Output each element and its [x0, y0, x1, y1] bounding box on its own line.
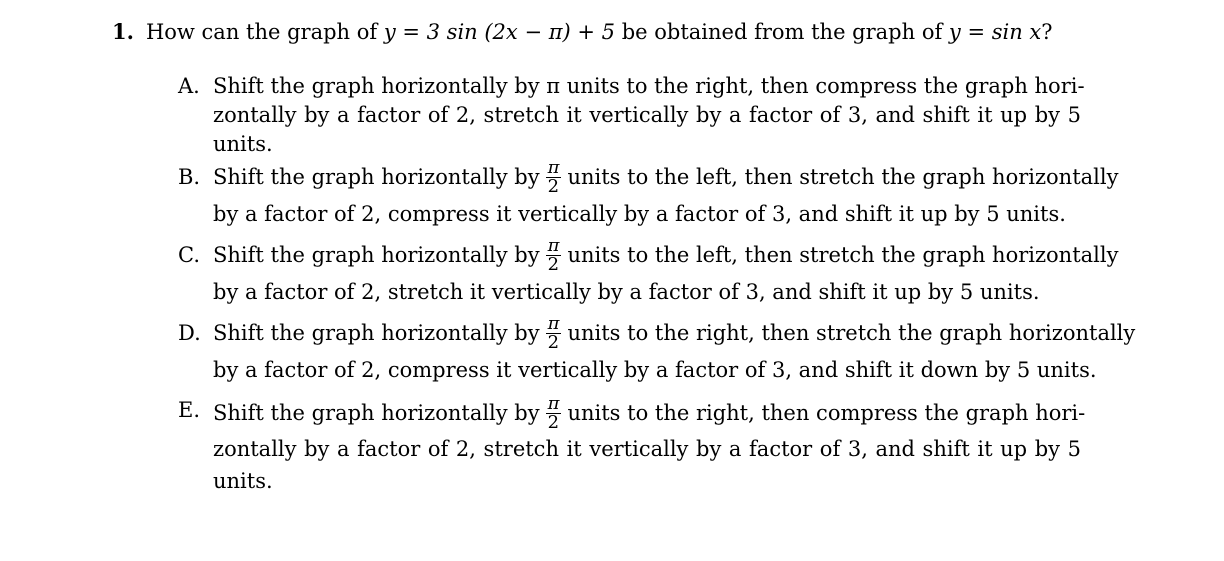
option-line: [213, 393, 1086, 433]
option-b[interactable]: [178, 157, 1119, 238]
fraction-numerator: π: [547, 235, 560, 256]
option-line-start: Shift the graph horizontally by: [213, 401, 540, 425]
fraction-denominator: 2: [547, 254, 560, 275]
option-line-start: Shift the graph horizontally by: [213, 321, 540, 345]
option-line: by a factor of 2, stretch it vertically by a factor of 3, and shift it up by 5 units.: [213, 280, 1040, 304]
fraction-pi-over-2: [546, 159, 562, 196]
option-d[interactable]: [178, 313, 1136, 394]
fraction-numerator: π: [547, 157, 560, 178]
option-line: units.: [213, 469, 273, 493]
option-line-end: units to the left, then stretch the graph horizontally: [567, 243, 1119, 267]
fraction-pi-over-2: [546, 237, 562, 274]
option-line: zontally by a factor of 2, stretch it vertically by a factor of 3, and shift it up by 5: [213, 103, 1081, 127]
option-letter: E.: [178, 398, 201, 422]
option-line-start: Shift the graph horizontally by: [213, 243, 540, 267]
option-line-start: Shift the graph horizontally by: [213, 165, 540, 189]
fraction-numerator: π: [547, 393, 560, 414]
option-letter: B.: [178, 165, 201, 189]
option-text: [213, 393, 1086, 497]
option-line: units.: [213, 132, 273, 156]
option-line-end: units to the left, then stretch the graph horizontally: [567, 165, 1119, 189]
question-text-before: How can the graph of: [145, 20, 384, 44]
option-line: by a factor of 2, compress it vertically by a factor of 3, and shift it up by 5 units.: [213, 202, 1066, 226]
option-line: [213, 235, 1119, 275]
option-line-end: units to the right, then compress the graph hori-: [567, 401, 1086, 425]
answer-options: [178, 70, 1136, 494]
option-letter: D.: [178, 321, 201, 345]
fraction-denominator: 2: [547, 412, 560, 433]
question: [112, 16, 1053, 48]
question-text-after: ?: [1041, 20, 1053, 44]
option-text: [213, 235, 1119, 310]
fraction-pi-over-2: [546, 315, 562, 352]
option-line: by a factor of 2, compress it vertically by a factor of 3, and shift it down by 5 units.: [213, 358, 1097, 382]
option-e[interactable]: [178, 393, 1086, 494]
fraction-denominator: 2: [547, 332, 560, 353]
option-line-end: units to the right, then stretch the graph horizontally: [567, 321, 1136, 345]
question-equation-base: y = sin x: [948, 20, 1042, 44]
question-number: 1.: [112, 19, 134, 44]
option-text: [213, 313, 1136, 388]
option-letter: C.: [178, 243, 200, 267]
option-letter: A.: [178, 74, 200, 98]
option-line: [213, 157, 1119, 197]
fraction-numerator: π: [547, 313, 560, 334]
option-text: [213, 72, 1085, 159]
fraction-denominator: 2: [547, 176, 560, 197]
question-equation-target: y = 3 sin (2x − π) + 5: [383, 20, 616, 44]
fraction-pi-over-2: [546, 395, 562, 432]
option-line: Shift the graph horizontally by π units to the right, then compress the graph hori-: [213, 74, 1085, 98]
option-line: zontally by a factor of 2, stretch it vertically by a factor of 3, and shift it up by 5: [213, 437, 1081, 461]
option-line: [213, 313, 1136, 353]
option-text: [213, 157, 1119, 232]
question-text-mid: be obtained from the graph of: [615, 20, 949, 44]
option-c[interactable]: [178, 235, 1119, 316]
option-a[interactable]: [178, 72, 1085, 160]
